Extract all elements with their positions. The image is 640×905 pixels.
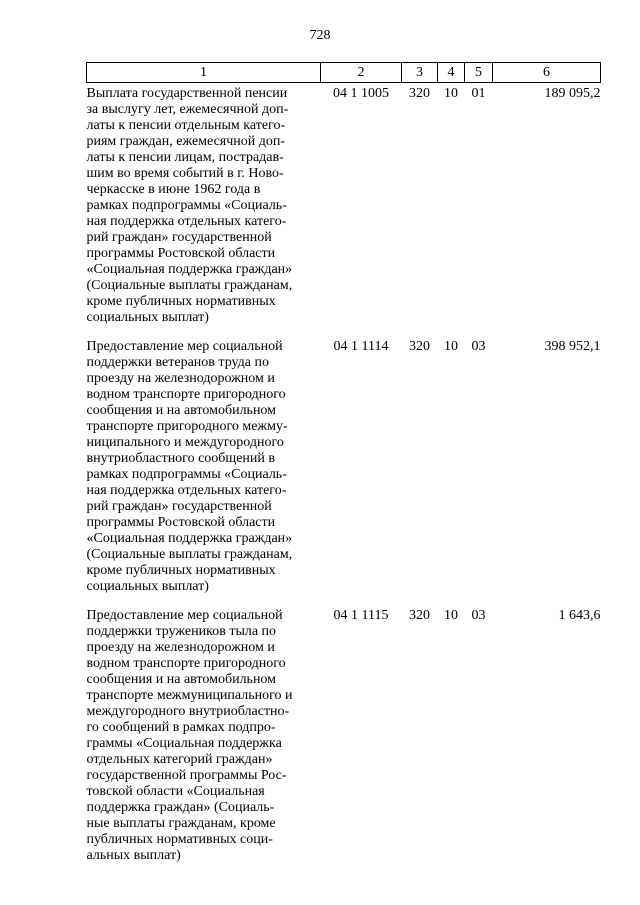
row-amount: 1 643,6	[558, 608, 601, 623]
description-line: (Социальные выплаты гражданам,	[86, 278, 293, 293]
description-line: программы Ростовской области	[86, 515, 276, 530]
row-col-4: 10	[444, 339, 458, 354]
header-col-3: 3	[402, 63, 438, 83]
description-line: программы Ростовской области	[86, 246, 276, 261]
description-line: кроме публичных нормативных	[86, 294, 276, 309]
header-col-2: 2	[321, 63, 402, 83]
description-line: социальных выплат)	[86, 579, 209, 594]
description-line: ниципального и междугородного	[86, 435, 284, 450]
description-line: альных выплат)	[86, 848, 181, 863]
description-line: товской области «Социальная	[86, 784, 265, 799]
description-line: рий граждан» государственной	[86, 230, 272, 245]
budget-table	[86, 62, 601, 874]
description-line: ные выплаты гражданам, кроме	[86, 816, 276, 831]
row-col-4: 10	[444, 86, 458, 101]
description-line: водном транспорте пригородного	[86, 387, 286, 402]
row-amount: 189 095,2	[544, 86, 601, 101]
description-line: рий граждан» государственной	[86, 499, 272, 514]
description-line: внутриобластного сообщений в	[86, 451, 275, 466]
description-line: Выплата государственной пенсии	[86, 86, 288, 101]
description-line: «Социальная поддержка граждан»	[86, 531, 293, 546]
description-line: «Социальная поддержка граждан»	[86, 262, 293, 277]
description-line: ная поддержка отдельных катего-	[86, 214, 287, 229]
header-col-5: 5	[465, 63, 493, 83]
description-line: сообщения и на автомобильном	[86, 403, 277, 418]
description-line: (Социальные выплаты гражданам,	[86, 547, 293, 562]
header-col-6: 6	[493, 63, 601, 83]
row-col-3: 320	[409, 608, 430, 623]
table-row	[87, 83, 601, 337]
description-line: проезду на железнодорожном и	[86, 371, 275, 386]
description-line: проезду на железнодорожном и	[86, 640, 275, 655]
description-line: латы к пенсии лицам, пострадав-	[86, 150, 284, 165]
description-line: риям граждан, ежемесячной доп-	[86, 134, 286, 149]
page-number: 728	[309, 28, 331, 43]
description-line: граммы «Социальная поддержка	[86, 736, 282, 751]
description-line: отдельных категорий граждан»	[86, 752, 273, 767]
row-code: 04 1 1005	[333, 86, 389, 101]
description-line: кроме публичных нормативных	[86, 563, 276, 578]
row-col-5: 03	[471, 608, 486, 623]
description-line: публичных нормативных соци-	[86, 832, 273, 847]
row-col-3: 320	[409, 86, 430, 101]
table-row	[87, 336, 601, 605]
description-line: водном транспорте пригородного	[86, 656, 286, 671]
row-amount: 398 952,1	[544, 339, 601, 354]
description-line: сообщения и на автомобильном	[86, 672, 277, 687]
description-line: рамках подпрограммы «Социаль-	[86, 198, 287, 213]
description-line: социальных выплат)	[86, 310, 209, 325]
row-col-5: 03	[471, 339, 486, 354]
row-col-5: 01	[471, 86, 486, 101]
row-code: 04 1 1114	[333, 339, 389, 354]
description-line: поддержки ветеранов труда по	[86, 355, 269, 370]
description-line: государственной программы Рос-	[86, 768, 287, 783]
description-line: ная поддержка отдельных катего-	[86, 483, 287, 498]
row-col-3: 320	[409, 339, 430, 354]
description-line: поддержка граждан» (Социаль-	[86, 800, 275, 815]
header-col-4: 4	[438, 63, 465, 83]
description-line: рамках подпрограммы «Социаль-	[86, 467, 287, 482]
description-line: черкасске в июне 1962 года в	[86, 182, 261, 197]
description-line: транспорте пригородного межму-	[86, 419, 288, 434]
description-line: го сообщений в рамках подпро-	[86, 720, 276, 735]
description-line: Предоставление мер социальной	[86, 339, 283, 354]
row-description	[87, 83, 321, 337]
row-col-4: 10	[444, 608, 458, 623]
description-line: поддержки тружеников тыла по	[86, 624, 277, 639]
description-line: латы к пенсии отдельным катего-	[86, 118, 286, 133]
description-line: Предоставление мер социальной	[86, 608, 283, 623]
description-line: шим во время событий в г. Ново-	[86, 166, 284, 181]
row-description	[87, 605, 321, 874]
description-line: за выслугу лет, ежемесячной доп-	[86, 102, 289, 117]
description-line: транспорте межмуниципального и	[86, 688, 293, 703]
row-description	[87, 336, 321, 605]
description-line: междугородного внутриобластно-	[86, 704, 290, 719]
header-col-1: 1	[87, 63, 321, 83]
table-header-row	[87, 63, 601, 83]
row-code: 04 1 1115	[333, 608, 389, 623]
table-row	[87, 605, 601, 874]
